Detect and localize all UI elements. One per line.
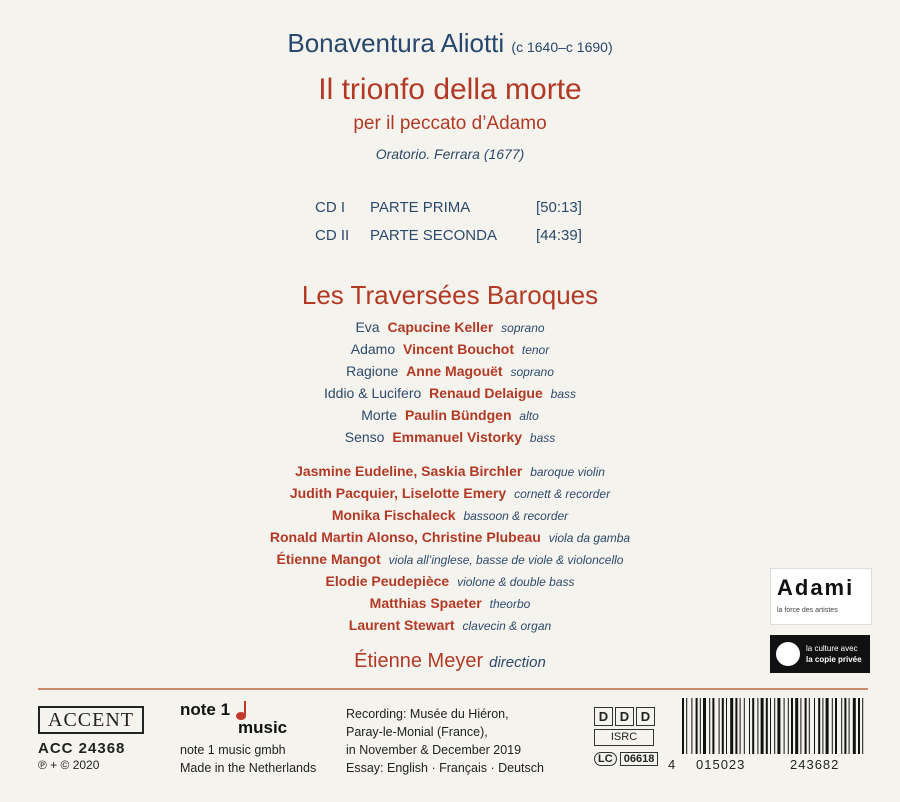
barcode-bar [774, 698, 775, 754]
barcode-bar [862, 698, 863, 754]
barcode-bar [703, 698, 706, 754]
distributor-name: note 1 music gmbh [180, 743, 286, 757]
barcode-bar [700, 698, 701, 754]
instrumentalist-row [0, 506, 900, 525]
conductor-line [0, 650, 900, 673]
role-name: Eva [355, 319, 380, 335]
player-names: Étienne Mangot [276, 551, 381, 567]
singer-name: Emmanuel Vistorky [392, 429, 523, 445]
cast-row [0, 428, 900, 447]
role-name: Senso [344, 429, 385, 445]
instrumentalist-row [0, 594, 900, 613]
instrument-name: cornett & recorder [514, 487, 611, 501]
barcode-bar [749, 698, 750, 754]
barcode-bar [832, 698, 833, 754]
barcode-bar [788, 698, 789, 754]
instrumentalist-row [0, 462, 900, 481]
instrumentalist-row [0, 528, 900, 547]
voice-type: soprano [510, 365, 554, 379]
copie-privee-logo [770, 635, 870, 673]
singer-name: Renaud Delaigue [429, 385, 543, 401]
singer-name: Vincent Bouchot [403, 341, 514, 357]
disc-part: PARTE SECONDA [370, 227, 497, 244]
cast-row [0, 384, 900, 403]
instrumentalist-row [0, 572, 900, 591]
barcode-bar [766, 698, 768, 754]
disc-label: CD II [315, 227, 350, 244]
instrumentalist-row [0, 550, 900, 569]
barcode-bar [722, 698, 724, 754]
barcode-bar [784, 698, 785, 754]
recording-line: Recording: Musée du Hiéron, [346, 707, 509, 721]
player-names: Judith Pacquier, Liselotte Emery [289, 485, 507, 501]
instrumentalist-row [0, 616, 900, 635]
barcode-bar [686, 698, 687, 754]
disc-duration: [50:13] [536, 199, 582, 216]
instrument-name: viola all’inglese, basse de viole & violoncello [388, 553, 624, 567]
barcode-bar [844, 698, 846, 754]
barcode-bar [822, 698, 823, 754]
ddd-letter: D [636, 707, 655, 726]
barcode-bar [805, 698, 807, 754]
instrument-name: bassoon & recorder [463, 509, 569, 523]
barcode-bar [761, 698, 764, 754]
barcode-digit-lead: 4 [668, 757, 676, 772]
cp-text-line2: la copie privée [806, 655, 862, 664]
disc-part: PARTE PRIMA [370, 199, 471, 216]
barcode-bar [826, 698, 829, 754]
barcode-bar [809, 698, 810, 754]
cast-row [0, 318, 900, 337]
barcode-bar [777, 698, 780, 754]
barcode-bar [726, 698, 727, 754]
work-title: Il trionfo della morte [318, 73, 582, 106]
adami-tagline: la force des artistes [777, 607, 838, 614]
barcode-digits-right: 243682 [790, 757, 840, 772]
player-names: Elodie Peudepièce [325, 573, 450, 589]
disc-label: CD I [315, 199, 345, 216]
barcode-bar [719, 698, 720, 754]
composer-dates: (c 1640–c 1690) [511, 39, 613, 55]
ensemble-name: Les Traversées Baroques [301, 280, 599, 310]
distributor-country: Made in the Netherlands [180, 761, 317, 775]
barcode-digits-left: 015023 [696, 757, 746, 772]
barcode-bar [682, 698, 684, 754]
barcode-bar [849, 698, 850, 754]
note1-logo-top: note 1 [180, 700, 231, 720]
work-subtitle: per il peccato d’Adamo [353, 113, 547, 134]
voice-type: bass [529, 431, 556, 445]
barcode-bar [800, 698, 801, 754]
barcode-bar [858, 698, 860, 754]
singer-name: Anne Magouët [406, 363, 503, 379]
player-names: Jasmine Eudeline, Saskia Birchler [295, 463, 523, 479]
note1-logo-bottom: music [238, 718, 288, 737]
conductor-role: direction [489, 654, 546, 671]
player-names: Monika Fischaleck [331, 507, 456, 523]
cast-row [0, 406, 900, 425]
recording-line: Essay: English · Français · Deutsch [346, 761, 544, 775]
player-names: Matthias Spaeter [369, 595, 482, 611]
singer-name: Paulin Bündgen [404, 407, 512, 423]
role-name: Ragione [346, 363, 399, 379]
voice-type: tenor [521, 343, 550, 357]
barcode-bar [795, 698, 798, 754]
barcode-bar [740, 698, 741, 754]
accent-label-logo: ACCENT [38, 706, 144, 734]
composer-name: Bonaventura Aliotti [287, 28, 505, 58]
barcode-bar [712, 698, 714, 754]
barcode-bar [814, 698, 815, 754]
role-name: Adamo [350, 341, 396, 357]
voice-type: bass [550, 387, 577, 401]
note1-logo [180, 700, 287, 738]
barcode-bar [691, 698, 692, 754]
copyright: ℗ + © 2020 [38, 758, 100, 772]
cast-row [0, 362, 900, 381]
ddd-badge [594, 707, 657, 726]
cp-text-line1: la culture avec [806, 644, 858, 653]
instrument-name: baroque violin [530, 465, 605, 479]
work-info: Oratorio. Ferrara (1677) [375, 146, 525, 162]
lc-code [594, 752, 658, 766]
lc-number: 06618 [620, 752, 659, 766]
barcode-bar [735, 698, 737, 754]
barcode-bar [709, 698, 710, 754]
adami-logo [770, 568, 872, 625]
barcode-bar [853, 698, 856, 754]
player-names: Ronald Martin Alonso, Christine Plubeau [269, 529, 541, 545]
instrumentalist-row [0, 484, 900, 503]
instrument-name: theorbo [489, 597, 531, 611]
recording-line: in November & December 2019 [346, 743, 522, 757]
barcode-bar [752, 698, 754, 754]
voice-type: soprano [501, 321, 545, 335]
barcode-bar [791, 698, 793, 754]
ddd-letter: D [594, 707, 613, 726]
instrument-name: violone & double bass [457, 575, 575, 589]
instrument-name: viola da gamba [548, 531, 631, 545]
footer-divider [38, 688, 868, 690]
isrc-badge: ISRC [594, 729, 654, 746]
singer-name: Capucine Keller [387, 319, 494, 335]
lc-badge: LC [594, 752, 617, 766]
player-names: Laurent Stewart [348, 617, 455, 633]
barcode-bar [696, 698, 698, 754]
conductor-name: Étienne Meyer [354, 650, 484, 672]
barcode-bar [757, 698, 758, 754]
barcode-bar [818, 698, 820, 754]
barcode-bar [730, 698, 733, 754]
instrument-name: clavecin & organ [462, 619, 552, 633]
disc-duration: [44:39] [536, 227, 582, 244]
role-name: Iddio & Lucifero [323, 385, 422, 401]
catalog-number: ACC 24368 [38, 740, 126, 757]
barcode-bar [841, 698, 842, 754]
barcode-bar [835, 698, 837, 754]
barcode [680, 698, 870, 756]
cast-row [0, 340, 900, 359]
barcode-bar [744, 698, 745, 754]
voice-type: alto [519, 409, 539, 423]
ddd-letter: D [615, 707, 634, 726]
adami-logo-text: Adami [777, 575, 855, 600]
barcode-bar [770, 698, 771, 754]
composer-line [0, 28, 900, 59]
cp-circle-icon [776, 642, 800, 666]
recording-line: Paray-le-Monial (France), [346, 725, 488, 739]
role-name: Morte [361, 407, 398, 423]
